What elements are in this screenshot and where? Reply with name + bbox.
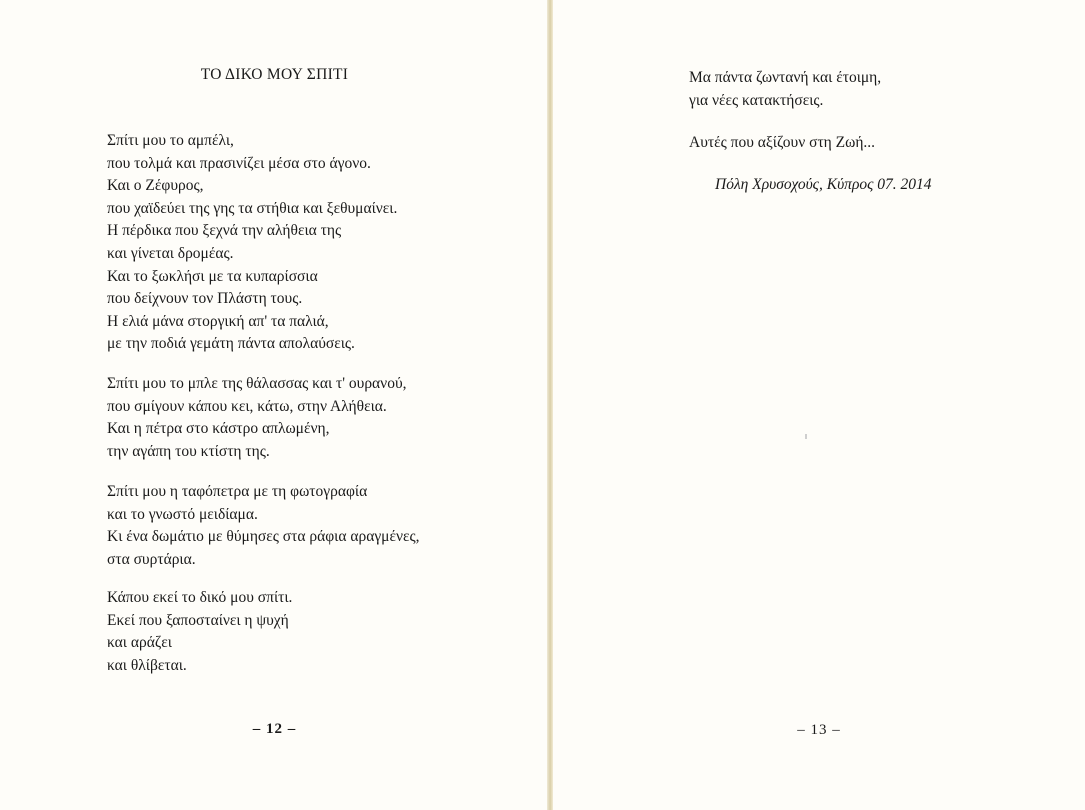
page-number-left: – 12 – — [252, 721, 297, 737]
stanza-right-2 — [689, 132, 1069, 155]
poem-line: Σπίτι μου το αμπέλι, — [107, 132, 234, 149]
poem-line: Σπίτι μου η ταφόπετρα με τη φωτογραφία — [107, 483, 368, 500]
poem-line: Μα πάντα ζωντανή και έτοιμη, — [689, 69, 882, 86]
poem-line: Και η πέτρα στο κάστρο απλωμένη, — [107, 420, 330, 438]
poem-line: που χαϊδεύει της γης τα στήθια και ξεθυμαίνει. — [107, 199, 398, 217]
stanza-right-1 — [689, 67, 1069, 112]
stanza-1 — [107, 130, 527, 356]
poem-line: Αυτές που αξίζουν στη Ζωή... — [689, 134, 876, 151]
poem-line: την αγάπη του κτίστη της. — [107, 442, 270, 460]
poem-line: Η ελιά μάνα στοργική απ' τα παλιά, — [107, 312, 329, 330]
poem-line: Κι ένα δωμάτιο με θύμησες στα ράφια αραγμένες, — [107, 528, 420, 546]
place-date: Πόλη Χρυσοχούς, Κύπρος 07. 2014 — [715, 176, 932, 193]
poem-line: Η πέρδικα που ξεχνά την αλήθεια της — [107, 222, 342, 240]
poem-line: στα συρτάρια. — [107, 550, 196, 568]
poem-line: και αράζει — [107, 634, 172, 652]
poem-line: με την ποδιά γεμάτη πάντα απολαύσεις. — [107, 335, 355, 353]
poem-line: Σπίτι μου το μπλε της θάλασσας και τ' ουρανού, — [107, 375, 407, 392]
poem-title: ΤΟ ΔΙΚΟ ΜΟΥ ΣΠΙΤΙ — [200, 66, 349, 83]
poem-line: που σμίγουν κάπου κει, κάτω, στην Αλήθεια. — [107, 397, 387, 415]
right-page — [553, 0, 1085, 810]
page-number-right: – 13 – — [797, 722, 841, 738]
poem-line: Και ο Ζέφυρος, — [107, 177, 204, 195]
stanza-2 — [107, 373, 527, 463]
poem-line: και θλίβεται. — [107, 656, 187, 674]
poem-line: Και το ξωκλήσι με τα κυπαρίσσια — [107, 267, 318, 285]
stanza-4 — [107, 587, 527, 677]
poem-line: για νέες κατακτήσεις. — [689, 91, 824, 109]
scan-speck — [805, 434, 807, 439]
poem-line: και το γνωστό μειδίαμα. — [107, 505, 258, 523]
poem-line: Κάπου εκεί το δικό μου σπίτι. — [107, 589, 293, 606]
stanza-3 — [107, 481, 527, 571]
poem-line: που δείχνουν τον Πλάστη τους. — [107, 290, 303, 308]
poem-line: και γίνεται δρομέας. — [107, 244, 234, 262]
poem-line: που τολμά και πρασινίζει μέσα στο άγονο. — [107, 154, 371, 172]
poem-line: Εκεί που ξαποσταίνει η ψυχή — [107, 611, 289, 629]
